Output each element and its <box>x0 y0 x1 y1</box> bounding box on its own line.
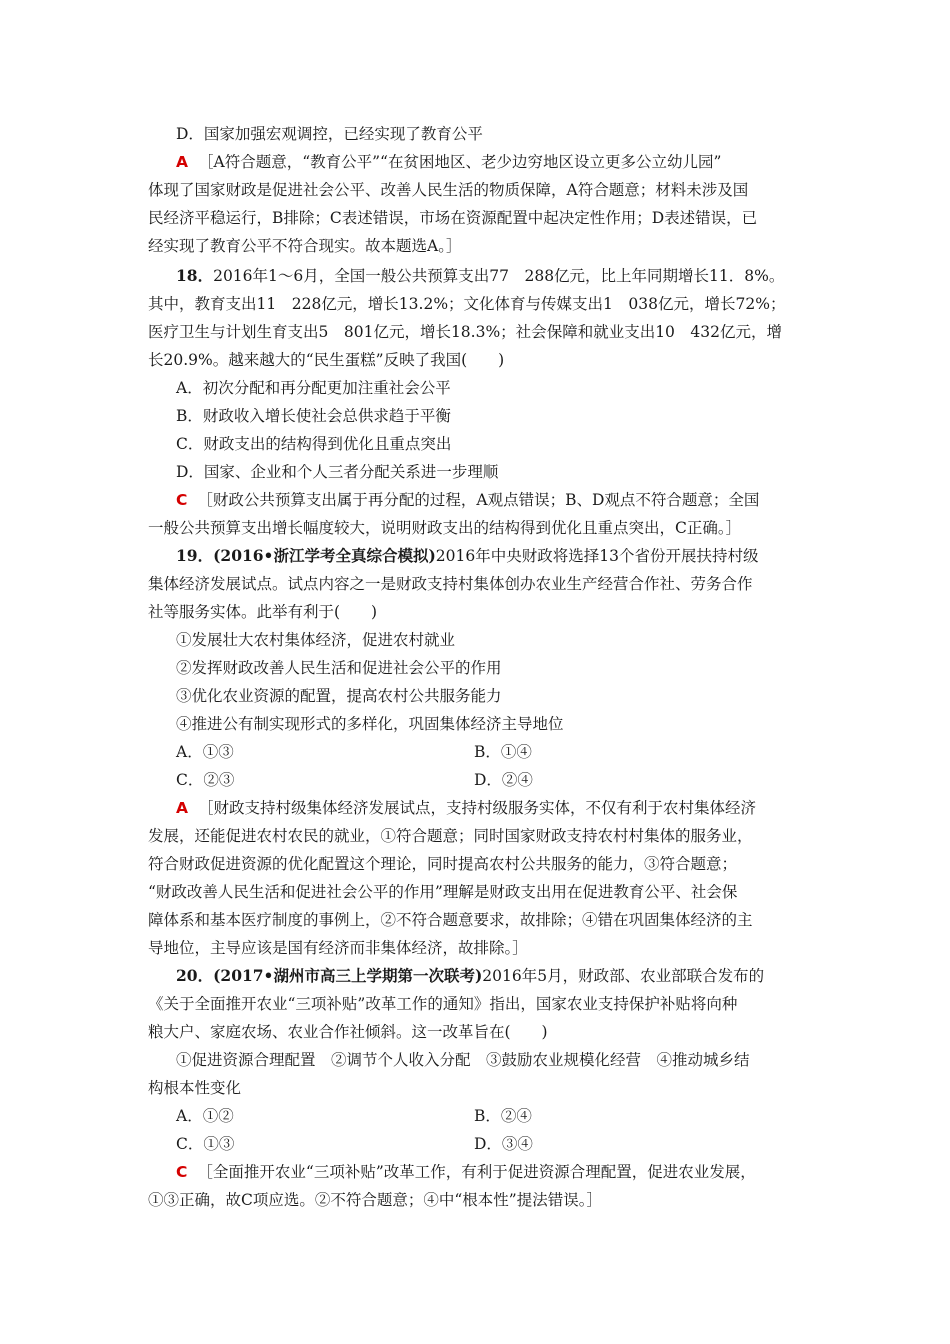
answer-label: C <box>176 491 188 509</box>
q18-option-a: A．初次分配和再分配更加注重社会公平 <box>176 379 451 397</box>
q20-explanation-line-2: ①③正确，故C项应选。②不符合题意；④中“根本性”提法错误。］ <box>148 1191 602 1209</box>
question-number: 18． <box>176 266 214 285</box>
prev-option-d: D．国家加强宏观调控，已经实现了教育公平 <box>176 125 483 143</box>
q20-items-line-2: 构根本性变化 <box>148 1079 242 1097</box>
q20-option-a: A．①② <box>176 1107 234 1125</box>
q18-stem-line-4: 长20.9%。越来越大的“民生蛋糕”反映了我国( ) <box>148 351 505 369</box>
q19-item-2: ②发挥财政改善人民生活和促进社会公平的作用 <box>176 659 502 677</box>
q19-option-d: D．②④ <box>474 771 533 789</box>
q20-option-b: B．②④ <box>474 1107 532 1125</box>
q20-explanation-line-1: C ［全面推开农业“三项补贴”改革工作，有利于促进资源合理配置，促进农业发展， <box>176 1163 756 1181</box>
q19-explanation-line-5: 障体系和基本医疗制度的事例上，②不符合题意要求，故排除；④错在巩固集体经济的主 <box>148 911 753 929</box>
prev-explanation-line-4: 经实现了教育公平不符合现实。故本题选A。］ <box>148 237 462 255</box>
q19-stem-line-1: 19．(2016•浙江学考全真综合模拟)2016年中央财政将选择13个省份开展扶持村级 <box>176 546 759 565</box>
q20-option-d: D．③④ <box>474 1135 533 1153</box>
answer-label: C <box>176 1163 188 1181</box>
q20-stem-line-2: 《关于全面推开农业“三项补贴”改革工作的通知》指出，国家农业支持保护补贴将向种 <box>148 995 738 1013</box>
q19-option-b: B．①④ <box>474 743 532 761</box>
q20-items-line-1: ①促进资源合理配置 ②调节个人收入分配 ③鼓励农业规模化经营 ④推动城乡结 <box>176 1051 750 1069</box>
q18-option-d: D．国家、企业和个人三者分配关系进一步理顺 <box>176 463 499 481</box>
q18-stem-line-1: 18．2016年1～6月，全国一般公共预算支出77 288亿元，比上年同期增长11．8%。 <box>176 266 785 285</box>
q18-explanation-line-2: 一般公共预算支出增长幅度较大，说明财政支出的结构得到优化且重点突出，C正确。］ <box>148 519 742 537</box>
question-source: (2016•浙江学考全真综合模拟) <box>213 546 436 565</box>
q19-explanation-line-4: “财政改善人民生活和促进社会公平的作用”理解是财政支出用在促进教育公平、社会保 <box>148 883 738 901</box>
q19-explanation-line-6: 导地位，主导应该是国有经济而非集体经济，故排除。］ <box>148 939 528 957</box>
q18-option-b: B．财政收入增长使社会总供求趋于平衡 <box>176 407 451 425</box>
q19-explanation-line-3: 符合财政促进资源的优化配置这个理论，同时提高农村公共服务的能力，③符合题意； <box>148 855 738 873</box>
question-source: (2017•湖州市高三上学期第一次联考) <box>213 966 483 985</box>
q19-item-4: ④推进公有制实现形式的多样化，巩固集体经济主导地位 <box>176 715 564 733</box>
q19-item-1: ①发展壮大农村集体经济，促进农村就业 <box>176 631 456 649</box>
q19-explanation-line-1: A ［财政支持村级集体经济发展试点，支持村级服务实体，不仅有利于农村集体经济 <box>176 799 757 817</box>
prev-explanation-line-3: 民经济平稳运行，B排除；C表述错误，市场在资源配置中起决定性作用；D表述错误，已 <box>148 209 758 227</box>
question-number: 20． <box>176 966 214 985</box>
q18-option-c: C．财政支出的结构得到优化且重点突出 <box>176 435 452 453</box>
prev-explanation-line-1: A ［A符合题意，“教育公平”“在贫困地区、老少边穷地区设立更多公立幼儿园” <box>176 153 722 171</box>
q19-option-a: A．①③ <box>176 743 234 761</box>
q18-stem-line-3: 医疗卫生与计划生育支出5 801亿元，增长18.3%；社会保障和就业支出10 432亿元，增 <box>148 323 782 341</box>
q19-explanation-line-2: 发展，还能促进农村农民的就业，①符合题意；同时国家财政支持农村村集体的服务业， <box>148 827 753 845</box>
q19-item-3: ③优化农业资源的配置，提高农村公共服务能力 <box>176 687 502 705</box>
q20-stem-line-1: 20．(2017•湖州市高三上学期第一次联考)2016年5月，财政部、农业部联合发布的 <box>176 966 765 985</box>
q20-stem-line-3: 粮大户、家庭农场、农业合作社倾斜。这一改革旨在( ) <box>148 1023 548 1041</box>
answer-label: A <box>176 799 188 817</box>
q19-stem-line-2: 集体经济发展试点。试点内容之一是财政支持村集体创办农业生产经营合作社、劳务合作 <box>148 575 753 593</box>
prev-explanation-line-2: 体现了国家财政是促进社会公平、改善人民生活的物质保障，A符合题意；材料未涉及国 <box>148 181 749 199</box>
q19-stem-line-3: 社等服务实体。此举有利于( ) <box>148 603 378 621</box>
answer-label: A <box>176 153 188 171</box>
q18-stem-line-2: 其中，教育支出11 228亿元，增长13.2%；文化体育与传媒支出1 038亿元，增长72%； <box>148 295 786 313</box>
q18-explanation-line-1: C ［财政公共预算支出属于再分配的过程，A观点错误；B、D观点不符合题意；全国 <box>176 491 760 509</box>
q19-option-c: C．②③ <box>176 771 235 789</box>
q20-option-c: C．①③ <box>176 1135 235 1153</box>
question-number: 19． <box>176 546 214 565</box>
